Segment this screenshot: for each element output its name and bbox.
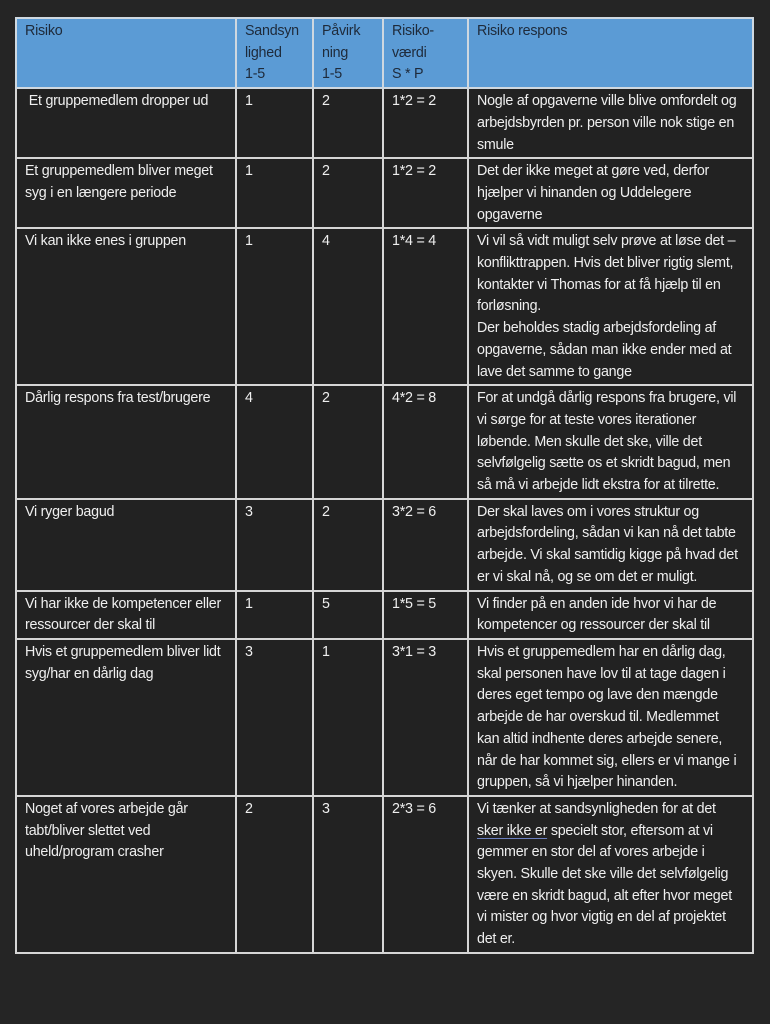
cell-response xyxy=(468,796,753,953)
cell-probability: 1 xyxy=(236,88,313,158)
cell-impact: 2 xyxy=(313,385,383,499)
cell-risk: Et gruppemedlem bliver meget syg i en længere periode xyxy=(16,158,236,228)
table-row xyxy=(16,499,753,591)
cell-response: Der skal laves om i vores struktur og arbejdsfordeling, sådan vi kan nå det tabte arbejde. Vi skal samtidig kigge på hvad det er vi skal nå, og se om det er muligt. xyxy=(468,499,753,591)
header-risk-response: Risiko respons xyxy=(468,18,753,88)
table-header-row xyxy=(16,18,753,88)
cell-impact: 5 xyxy=(313,591,383,639)
header-probability: Sandsyn lighed 1-5 xyxy=(236,18,313,88)
cell-response: Nogle af opgaverne ville blive omfordelt og arbejdsbyrden pr. person ville nok stige en smule xyxy=(468,88,753,158)
table-row xyxy=(16,639,753,796)
cell-risk: Vi ryger bagud xyxy=(16,499,236,591)
grammar-flagged-text[interactable]: sker ikke er xyxy=(477,822,548,839)
cell-impact: 1 xyxy=(313,639,383,796)
cell-risk: Vi har ikke de kompetencer eller ressourcer der skal til xyxy=(16,591,236,639)
cell-risk: Vi kan ikke enes i gruppen xyxy=(16,228,236,385)
table-row xyxy=(16,228,753,385)
cell-risk-value: 1*2 = 2 xyxy=(383,158,468,228)
cell-impact: 2 xyxy=(313,499,383,591)
cell-impact: 2 xyxy=(313,88,383,158)
cell-impact: 2 xyxy=(313,158,383,228)
response-paragraph: Der beholdes stadig arbejdsfordeling af opgaverne, sådan man ikke ender med at lave det samme to gange xyxy=(477,320,732,380)
cell-probability: 4 xyxy=(236,385,313,499)
cell-risk-value: 4*2 = 8 xyxy=(383,385,468,499)
header-impact: Påvirk ning 1-5 xyxy=(313,18,383,88)
cell-probability: 3 xyxy=(236,639,313,796)
cell-risk: Hvis et gruppemedlem bliver lidt syg/har en dårlig dag xyxy=(16,639,236,796)
cell-risk-value: 3*1 = 3 xyxy=(383,639,468,796)
cell-response xyxy=(468,228,753,385)
response-text: specielt stor, eftersom at vi gemmer en stor del af vores arbejde i skyen. Skulle det ske ville det selvfølgelig være en skridt bagud, alt efter hvor meget vi mister og hvor vigtig en del af projektet det er. xyxy=(477,822,732,948)
table-row xyxy=(16,591,753,639)
cell-risk: Noget af vores arbejde går tabt/bliver slettet ved uheld/program crasher xyxy=(16,796,236,953)
header-risk-value: Risiko- værdi S * P xyxy=(383,18,468,88)
cell-risk-value: 1*2 = 2 xyxy=(383,88,468,158)
cell-risk: Dårlig respons fra test/brugere xyxy=(16,385,236,499)
cell-response: Vi finder på en anden ide hvor vi har de kompetencer og ressourcer der skal til xyxy=(468,591,753,639)
cell-probability: 2 xyxy=(236,796,313,953)
cell-probability: 1 xyxy=(236,591,313,639)
cell-risk-value: 2*3 = 6 xyxy=(383,796,468,953)
cell-probability: 1 xyxy=(236,158,313,228)
cell-impact: 4 xyxy=(313,228,383,385)
cell-risk-value: 1*4 = 4 xyxy=(383,228,468,385)
table-row xyxy=(16,88,753,158)
response-paragraph: Vi vil så vidt muligt selv prøve at løse det – konflikttrappen. Hvis det bliver rigtig slemt, kontakter vi Thomas for at få hjælp til en forløsning. xyxy=(477,233,736,315)
response-text: Vi tænker at sandsynligheden for at det xyxy=(477,800,716,817)
table-row xyxy=(16,385,753,499)
cell-risk-value: 3*2 = 6 xyxy=(383,499,468,591)
risk-analysis-table xyxy=(15,17,754,954)
cell-response: Hvis et gruppemedlem har en dårlig dag, skal personen have lov til at tage dagen i deres eget tempo og lave den mængde arbejde de har overskud til. Medlemmet kan altid indhente deres arbejde senere, når de har kommet sig, ellers er vi mange i gruppen, så vi hjælper hinanden. xyxy=(468,639,753,796)
table-row xyxy=(16,796,753,953)
cell-risk: Et gruppemedlem dropper ud xyxy=(16,88,236,158)
cell-response: For at undgå dårlig respons fra brugere, vil vi sørge for at teste vores iterationer løbende. Men skulle det ske, ville det selvfølgelig sætte os et skridt bagud, men så må vi arbejde lidt ekstra for at tilrette. xyxy=(468,385,753,499)
cell-impact: 3 xyxy=(313,796,383,953)
cell-probability: 3 xyxy=(236,499,313,591)
header-risk: Risiko xyxy=(16,18,236,88)
table-row xyxy=(16,158,753,228)
cell-probability: 1 xyxy=(236,228,313,385)
cell-response: Det der ikke meget at gøre ved, derfor hjælper vi hinanden og Uddelegere opgaverne xyxy=(468,158,753,228)
cell-risk-value: 1*5 = 5 xyxy=(383,591,468,639)
